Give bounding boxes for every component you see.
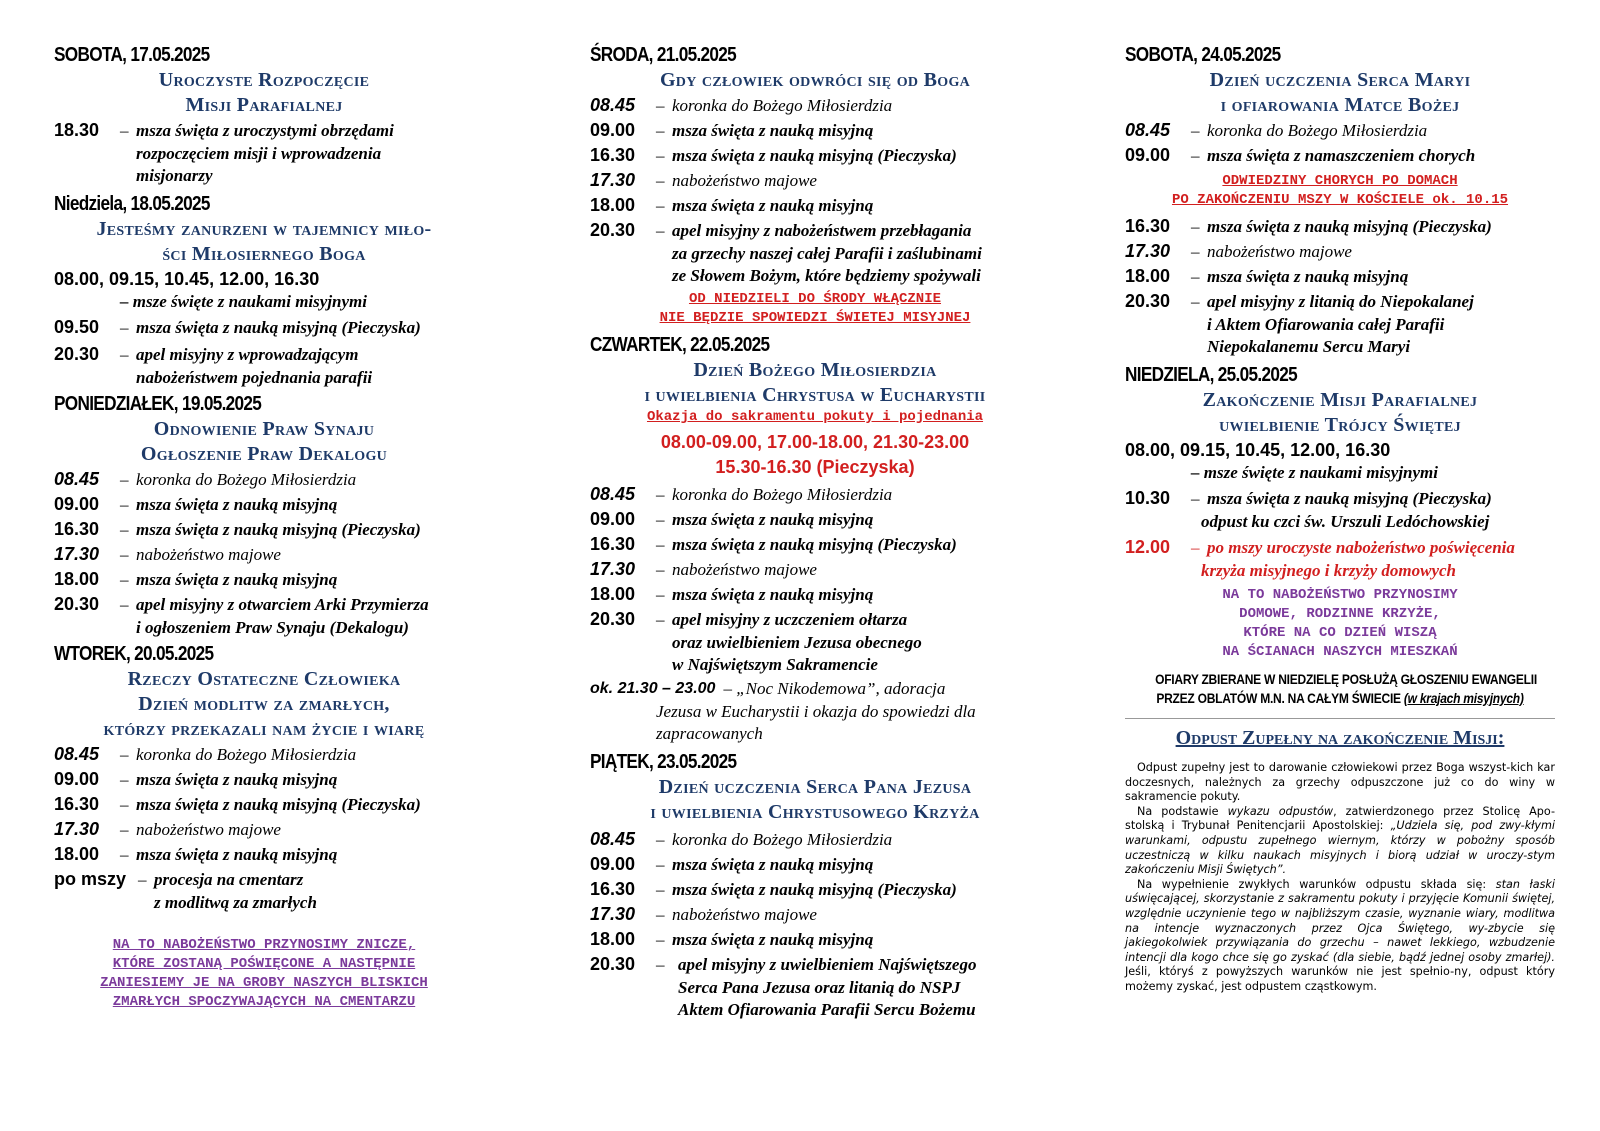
entry-text: apel misyjny z wprowadzającym: [136, 345, 359, 364]
entry-time: 09.00: [1125, 145, 1171, 165]
schedule-entry: 08.45 – koronka do Bożego Miłosierdzia: [1125, 118, 1555, 143]
entry-text: msza święta z nauką misyjną (Pieczyska): [136, 318, 421, 337]
mass-times: 08.00, 09.15, 10.45, 12.00, 16.30: [1125, 440, 1391, 460]
schedule-entry: 16.30 – msza święta z nauką misyjną (Pieczyska): [54, 792, 474, 817]
day-theme: Dzień uczczenia Serca Pana Jezusa: [658, 776, 972, 798]
entry-text: i ogłoszeniem Praw Synaju (Dekalogu): [136, 618, 409, 637]
entry-text: msza święta z nauką misyjną: [136, 495, 338, 514]
entry-time: 09.00: [54, 494, 100, 514]
indulgence-text: Odpust zupełny jest to darowanie człowiekowi przez Boga wszyst-kich kar doczesnych, należnych za grzechy odpuszczone już co do winy w sakramencie pokuty. Na podstawie wykazu odpustów, zatwierdzonego przez Stolicę Apo-stolską i Trybunał Penitencjarii Apostolskiej: „Udziela się, pod zwy-kłymi warunkami, odpustu zupełnego wiernym, którzy w pobożny sposób uczestniczą w kilku naukach misyjnych i biorą udział w uroczy-stym zakończeniu Misji Świętych”. Na wypełnienie zwykłych warunków odpustu składa się: stan łaski uświęcającej, skorzystanie z sakramentu pokuty i przyjęcie Komunii świętej, względnie uczynienie tego w najbliższym czasie, wyznanie wiary, modlitwa na intencje wyznaczonych przez Ojca Świętego, wy-zbycie się jakiegokolwiek przywiązania do grzechu – nawet lekkiego, wzbudzenie intencji dla kogo chce się go zyskać (dla siebie, bądź jednej osoby zmarłej). Jeśli, któryś z powyższych warunków nie jest spełnio-ny, odpust który możemy zyskać, jest odpustem cząstkowym.: [1125, 761, 1556, 993]
schedule-entry: 09.00 – msza święta z nauką misyjną: [54, 492, 474, 517]
entry-text: msza święta z nauką misyjną: [672, 510, 874, 529]
schedule-entry: 16.30 – msza święta z nauką misyjną (Pieczyska): [1125, 214, 1555, 239]
entry-time: 16.30: [590, 145, 636, 165]
entry-text: w Najświętszym Sakramencie: [672, 655, 878, 674]
schedule-entry: 10.30 – msza święta z nauką misyjną (Pieczyska): [1125, 486, 1555, 511]
schedule-entry: 20.30 – apel misyjny z otwarciem Arki Przymierza: [54, 592, 474, 617]
entry-time: 17.30: [590, 170, 636, 190]
day-theme: Gdy człowiek odwróci się od Boga: [659, 69, 971, 91]
entry-text: i Aktem Ofiarowania całej Parafii: [1207, 315, 1445, 334]
entry-text: Aktem Ofiarowania Parafii Sercu Bożemu: [678, 1000, 976, 1019]
entry-time: 20.30: [590, 609, 636, 629]
entry-time: 17.30: [590, 904, 636, 924]
entry-time: 08.45: [590, 829, 636, 849]
entry-text: zapracowanych: [656, 724, 763, 743]
entry-text: krzyża misyjnego i krzyży domowych: [1201, 561, 1456, 580]
entry-text: apel misyjny z litanią do Niepokalanej: [1207, 292, 1474, 311]
entry-text: – msze święte z naukami misyjnymi: [1191, 463, 1438, 482]
schedule-entry: 18.00 – msza święta z nauką misyjną: [590, 927, 1040, 952]
day-theme: ści Miłosiernego Boga: [162, 243, 366, 265]
entry-text: nabożeństwo majowe: [672, 905, 817, 924]
schedule-entry: 09.00 – msza święta z nauką misyjną: [54, 767, 474, 792]
divider: [1125, 718, 1555, 719]
entry-time: 08.45: [590, 95, 636, 115]
entry-text: nabożeństwo majowe: [1207, 242, 1352, 261]
day-header: SOBOTA, 24.05.2025: [1125, 44, 1281, 66]
entry-text: nabożeństwo majowe: [136, 820, 281, 839]
schedule-entry: 09.00 – msza święta z nauką misyjną: [590, 507, 1040, 532]
indulgence-title: Odpust Zupełny na zakończenie Misji:: [1175, 727, 1505, 749]
day-theme: uwielbienie Trójcy Świętej: [1219, 414, 1461, 436]
entry-text: apel misyjny z uwielbieniem Najświętszego: [678, 955, 977, 974]
column-1: [54, 40, 474, 1012]
entry-text: msza święta z nauką misyjną: [136, 770, 338, 789]
day-theme: Uroczyste Rozpoczęcie: [158, 69, 370, 91]
schedule-entry: 20.30 – apel misyjny z uwielbieniem Najświętszego: [590, 952, 1040, 977]
entry-time: 16.30: [54, 794, 100, 814]
entry-time: 08.45: [54, 469, 100, 489]
entry-text: za grzechy naszej całej Parafii i zaślubinami: [672, 244, 982, 263]
note-block: NA TO NABOŻEŃSTWO PRZYNOSIMY ZNICZE, KTÓRE ZOSTANĄ POŚWIĘCONE A NASTĘPNIE ZANIESIEMY JE NA GROBY NASZYCH BLISKICH ZMARŁYCH SPOCZYWAJĄCYCH NA CMENTARZU: [100, 937, 428, 1010]
entry-time: 08.45: [1125, 120, 1171, 140]
entry-time: 09.00: [590, 854, 636, 874]
entry-text: msza święta z nauką misyjną (Pieczyska): [672, 880, 957, 899]
schedule-entry: 08.45 – koronka do Bożego Miłosierdzia: [590, 93, 1040, 118]
day-theme: Zakończenie Misji Parafialnej: [1202, 389, 1478, 411]
entry-text: nabożeństwem pojednania parafii: [136, 368, 373, 387]
schedule-entry: 08.45 – koronka do Bożego Miłosierdzia: [54, 742, 474, 767]
day-theme: Dzień modlitw za zmarłych,: [138, 693, 390, 715]
entry-time: 20.30: [1125, 291, 1171, 311]
schedule-entry: 20.30 – apel misyjny z uczczeniem ołtarza: [590, 607, 1040, 632]
entry-text: koronka do Bożego Miłosierdzia: [136, 470, 357, 489]
entry-time: 18.00: [1125, 266, 1171, 286]
entry-text: apel misyjny z uczczeniem ołtarza: [672, 610, 908, 629]
day-header: CZWARTEK, 22.05.2025: [590, 334, 770, 356]
entry-text: koronka do Bożego Miłosierdzia: [1207, 121, 1428, 140]
schedule-entry: 18.00 – msza święta z nauką misyjną: [54, 842, 474, 867]
entry-text: msza święta z nauką misyjną: [672, 121, 874, 140]
entry-time: 16.30: [590, 879, 636, 899]
column-2: [590, 40, 1040, 1021]
entry-text: procesja na cmentarz: [154, 870, 304, 889]
day-theme: którzy przekazali nam życie i wiarę: [103, 718, 425, 740]
note-block: NA TO NABOŻEŃSTWO PRZYNOSIMY DOMOWE, RODZINNE KRZYŻE, KTÓRE NA CO DZIEŃ WISZĄ NA ŚCIANACH NASZYCH MIESZKAŃ: [1222, 587, 1458, 660]
entry-text: msza święta z nauką misyjną: [136, 570, 338, 589]
day-theme: Misji Parafialnej: [185, 94, 343, 116]
day-theme: Dzień uczczenia Serca Maryi: [1209, 69, 1471, 91]
schedule-entry: 16.30 – msza święta z nauką misyjną (Pieczyska): [590, 532, 1040, 557]
day-header: ŚRODA, 21.05.2025: [590, 44, 737, 66]
schedule-entry: 08.45 – koronka do Bożego Miłosierdzia: [54, 467, 474, 492]
entry-time: 16.30: [1125, 216, 1171, 236]
confession-hours: 15.30-16.30 (Pieczyska): [715, 457, 915, 477]
day-theme: i uwielbienia Chrystusowego Krzyża: [650, 801, 980, 823]
entry-time: 16.30: [590, 534, 636, 554]
entry-time: 16.30: [54, 519, 100, 539]
schedule-entry: 20.30 – apel misyjny z wprowadzającym: [54, 342, 474, 367]
entry-text: msza święta z nauką misyjną (Pieczyska): [1207, 217, 1492, 236]
day-theme: Rzeczy Ostateczne Człowieka: [127, 668, 401, 690]
schedule-entry: 17.30 – nabożeństwo majowe: [54, 817, 474, 842]
entry-text: msza święta z nauką misyjną: [672, 585, 874, 604]
schedule-entry: 16.30 – msza święta z nauką misyjną (Pieczyska): [54, 517, 474, 542]
entry-text: nabożeństwo majowe: [672, 171, 817, 190]
day-header: PIĄTEK, 23.05.2025: [590, 751, 737, 773]
entry-time: 20.30: [590, 220, 636, 240]
day-theme: Jesteśmy zanurzeni w tajemnicy miło-: [96, 218, 432, 240]
day-theme: Odnowienie Praw Synaju: [153, 418, 375, 440]
schedule-entry: 08.45 – koronka do Bożego Miłosierdzia: [590, 827, 1040, 852]
entry-text: msza święta z nauką misyjną (Pieczyska): [672, 535, 957, 554]
entry-time: 10.30: [1125, 488, 1171, 508]
offering-note: OFIARY ZBIERANE W NIEDZIELĘ POSŁUŻĄ GŁOSZENIU EWANGELII PRZEZ OBLATÓW M.N. NA CAŁYM ŚWIECIE (w krajach misyjnych): [1155, 671, 1537, 706]
entry-text: po mszy uroczyste nabożeństwo poświęcenia: [1207, 538, 1515, 557]
confession-hours: 08.00-09.00, 17.00-18.00, 21.30-23.00: [660, 432, 970, 452]
entry-text: apel misyjny z nabożeństwem przebłagania: [672, 221, 972, 240]
schedule-entry: 09.00 – msza święta z nauką misyjną: [590, 118, 1040, 143]
entry-time: 09.00: [590, 509, 636, 529]
day-theme: i ofiarowania Matce Bożej: [1220, 94, 1460, 116]
entry-text: msza święta z nauką misyjną (Pieczyska): [1207, 489, 1492, 508]
entry-text: msza święta z nauką misyjną (Pieczyska): [672, 146, 957, 165]
entry-time: 20.30: [590, 954, 636, 974]
schedule-entry: 18.00 – msza święta z nauką misyjną: [590, 582, 1040, 607]
day-header: NIEDZIELA, 25.05.2025: [1125, 364, 1297, 386]
schedule-entry: 20.30 – apel misyjny z nabożeństwem przebłagania: [590, 218, 1040, 243]
schedule-entry: 09.00 – msza święta z namaszczeniem chorych: [1125, 143, 1555, 168]
day-theme: Ogłoszenie Praw Dekalogu: [140, 443, 388, 465]
entry-time: 17.30: [54, 544, 100, 564]
entry-text: msza święta z nauką misyjną: [1207, 267, 1409, 286]
entry-text: apel misyjny z otwarciem Arki Przymierza: [136, 595, 429, 614]
entry-text: msza święta z nauką misyjną (Pieczyska): [136, 795, 421, 814]
schedule-entry: 18.00 – msza święta z nauką misyjną: [1125, 264, 1555, 289]
entry-time: 17.30: [590, 559, 636, 579]
entry-time: 09.50: [54, 317, 100, 337]
entry-text: koronka do Bożego Miłosierdzia: [672, 96, 893, 115]
entry-time: ok. 21.30 – 23.00: [590, 680, 716, 697]
column-3: [1125, 40, 1555, 995]
day-header: WTOREK, 20.05.2025: [54, 643, 214, 665]
schedule-entry: 20.30 – apel misyjny z litanią do Niepokalanej: [1125, 289, 1555, 314]
entry-time: 18.00: [54, 844, 100, 864]
day-theme: Dzień Bożego Miłosierdzia: [693, 359, 937, 381]
schedule-entry: 18.30 – msza święta z uroczystymi obrzędami: [54, 118, 474, 143]
entry-text: rozpoczęciem misji i wprowadzenia: [136, 144, 382, 163]
day-header: Niedziela, 18.05.2025: [54, 193, 210, 215]
schedule-entry: 17.30 – nabożeństwo majowe: [54, 542, 474, 567]
entry-text: ze Słowem Bożym, które będziemy spożywali: [672, 266, 981, 285]
entry-time: 18.00: [590, 929, 636, 949]
entry-time: 17.30: [1125, 241, 1171, 261]
schedule-entry: 16.30 – msza święta z nauką misyjną (Pieczyska): [590, 143, 1040, 168]
entry-text: koronka do Bożego Miłosierdzia: [672, 485, 893, 504]
entry-time: 12.00: [1125, 537, 1171, 557]
entry-text: koronka do Bożego Miłosierdzia: [672, 830, 893, 849]
confession-note: Okazja do sakramentu pokuty i pojednania: [646, 409, 984, 425]
entry-text: msza święta z namaszczeniem chorych: [1207, 146, 1476, 165]
entry-text: msza święta z nauką misyjną (Pieczyska): [136, 520, 421, 539]
entry-text: msza święta z nauką misyjną: [136, 845, 338, 864]
entry-text: misjonarzy: [136, 166, 213, 185]
schedule-entry: 18.00 – msza święta z nauką misyjną: [590, 193, 1040, 218]
note-block: ODWIEDZINY CHORYCH PO DOMACH PO ZAKOŃCZENIU MSZY W KOŚCIELE ok. 10.15: [1171, 173, 1509, 208]
entry-time: 17.30: [54, 819, 100, 839]
schedule-entry: 17.30 – nabożeństwo majowe: [1125, 239, 1555, 264]
schedule-entry: 09.50 – msza święta z nauką misyjną (Pieczyska): [54, 315, 474, 340]
entry-text: msza święta z nauką misyjną: [672, 930, 874, 949]
entry-time: 18.00: [590, 195, 636, 215]
entry-time: po mszy: [54, 869, 127, 889]
mass-times: 08.00, 09.15, 10.45, 12.00, 16.30: [54, 269, 320, 289]
entry-text: nabożeństwo majowe: [672, 560, 817, 579]
entry-time: 18.00: [54, 569, 100, 589]
entry-text: Niepokalanemu Sercu Maryi: [1207, 337, 1411, 356]
schedule-entry: 17.30 – nabożeństwo majowe: [590, 902, 1040, 927]
schedule-entry: po mszy – procesja na cmentarz: [54, 867, 474, 892]
schedule-entry: 17.30 – nabożeństwo majowe: [590, 557, 1040, 582]
entry-text: Jezusa w Eucharystii i okazja do spowiedzi dla: [656, 702, 976, 721]
entry-time: 09.00: [54, 769, 100, 789]
entry-time: 20.30: [54, 594, 100, 614]
entry-text: msza święta z nauką misyjną: [672, 855, 874, 874]
day-theme: i uwielbienia Chrystusa w Eucharystii: [644, 384, 986, 406]
entry-text: nabożeństwo majowe: [136, 545, 281, 564]
entry-text: msza święta z uroczystymi obrzędami: [136, 121, 394, 140]
entry-time: 09.00: [590, 120, 636, 140]
day-header: PONIEDZIAŁEK, 19.05.2025: [54, 393, 262, 415]
schedule-entry: 08.45 – koronka do Bożego Miłosierdzia: [590, 482, 1040, 507]
schedule-entry: 12.00 – po mszy uroczyste nabożeństwo poświęcenia: [1125, 535, 1555, 560]
schedule-entry: 17.30 – nabożeństwo majowe: [590, 168, 1040, 193]
entry-text: koronka do Bożego Miłosierdzia: [136, 745, 357, 764]
entry-text: Serca Pana Jezusa oraz litanią do NSPJ: [678, 978, 961, 997]
entry-text: – „Noc Nikodemowa”, adoracja: [723, 679, 946, 698]
entry-text: z modlitwą za zmarłych: [154, 893, 317, 912]
entry-text: msza święta z nauką misyjną: [672, 196, 874, 215]
entry-time: 08.45: [590, 484, 636, 504]
entry-time: 18.00: [590, 584, 636, 604]
entry-text: oraz uwielbieniem Jezusa obecnego: [672, 633, 922, 652]
schedule-entry: 09.00 – msza święta z nauką misyjną: [590, 852, 1040, 877]
entry-time: 18.30: [54, 120, 100, 140]
schedule-entry: [590, 676, 1040, 701]
entry-text: odpust ku czci św. Urszuli Ledóchowskiej: [1201, 512, 1490, 531]
entry-text: – msze święte z naukami misyjnymi: [120, 292, 367, 311]
entry-time: 08.45: [54, 744, 100, 764]
schedule-entry: 18.00 – msza święta z nauką misyjną: [54, 567, 474, 592]
note-block: OD NIEDZIELI DO ŚRODY WŁĄCZNIE NIE BĘDZIE SPOWIEDZI ŚWIETEJ MISYJNEJ: [659, 291, 971, 326]
schedule-entry: 16.30 – msza święta z nauką misyjną (Pieczyska): [590, 877, 1040, 902]
entry-time: 20.30: [54, 344, 100, 364]
day-header: SOBOTA, 17.05.2025: [54, 44, 210, 66]
